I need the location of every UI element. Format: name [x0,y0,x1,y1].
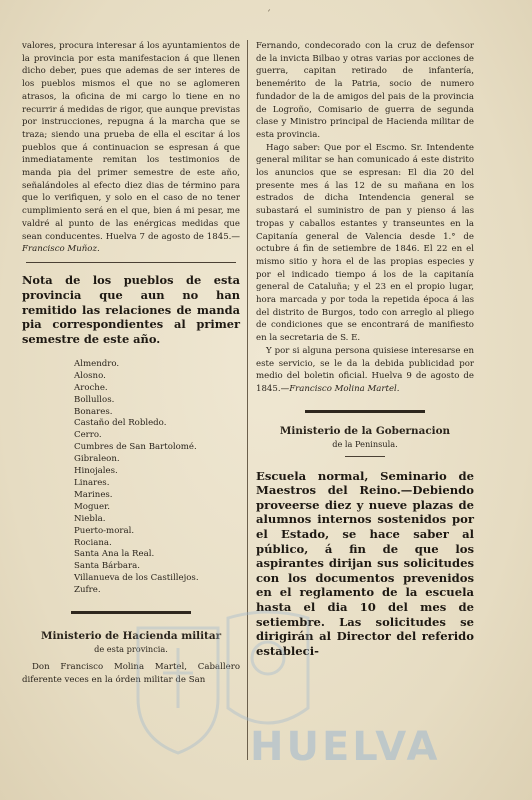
divider [26,262,236,263]
town-list-item: Villanueva de los Castillejos. [74,573,199,584]
notice-signature: —Francisco Molina Martel. [280,383,400,394]
intro-signature: —Francisco Muñoz. [22,231,240,255]
town-list-item: Alosno. [74,370,106,381]
left-column [22,40,240,686]
publicity-notice: Y por si alguna persona quisiese interesarse en este servicio, se le da la debida publicidad por medio del boletin oficial. Huelva 9 de agosto de 1845.—Francisco Molina Martel. [256,345,474,394]
section-title-gobernacion: Ministerio de la Gobernacion [279,424,451,437]
section-title-hacienda: Ministerio de Hacienda militar [40,630,222,643]
section-divider-2 [305,410,425,413]
supply-notice: Hago saber: Que por el Escmo. Sr. Intendente general militar se han comunicado á este distrito los anuncios que se espresan: El dia 20 del presente mes á las 12 de su mañana en los estrados de dicha Intendencia general se subastará el suministro de pan y pienso á las tropas y caballos estantes y transeuntes en la Capitanía general de Valencia desde 1.° de octubre á fin de setiembre de 1846. El 22 en el mismo sitio y hora el de las propias especies y por el indicado tiempo á los de la capitanía general de Cataluña; y el 23 en el propio lugar, hora marcada y por toda la repetida época á las del distrito de Burgos, todo con arreglo al pliego de condiciones que se encontrará de manifiesto en la secretaria de S. E. [256,142,474,344]
town-list-item: Puerto-moral. [74,525,135,536]
town-list-item: Aroche. [74,382,108,393]
town-list-item: Santa Ana la Real. [74,549,155,560]
town-list-item: Bollullos. [74,394,115,405]
town-list-item: Santa Bárbara. [74,561,140,572]
hacienda-continuation: Fernando, condecorado con la cruz de defensor de la invicta Bilbao y otras varias por acciones de guerra, capitan retirado de infantería, benemérito de la Patria, socio de numero fundador de la de amigos del pais de la provincia de Logroño, Comisario de guerra de segunda clase y Ministro principal de Hacienda militar de esta provincia. [256,41,474,140]
town-list-item: Niebla. [74,513,106,524]
town-list-item: Moguer. [74,501,110,512]
town-list-item: Almendro. [74,358,120,369]
town-list-item: Marines. [74,489,113,500]
town-list-item: Rociana. [74,537,112,548]
town-list-item: Bonares. [74,406,113,417]
page-mark: ˊ [266,10,271,21]
intro-paragraph: valores, procura interesar á los ayuntamientos de la provincia por esta manifestacion á que llenen dicho deber, pues que ademas de ser interes de los pueblos mismos el que no se aglomeren atrasos, la oficina de mi cargo lo tiene en no recurrir á medidas de rigor, que aunque previstas por instrucciones, repugna á la marcha que se traza; siendo una prueba de ella el escitar á los pueblos que á continuacion se espresan á que inmediatamente remitan los testimonios de manda pia del primer semestre de este año, señalándoles al efecto diez dias de término para que lo verifiquen, y solo en el caso de no tener cumplimiento será en el que, bien á mi pesar, me valdré al punto de las enérgicas medidas que sean conducentes. Huelva 7 de agosto de 1845.—Francisco Muñoz. [22,41,240,255]
town-list-item: Hinojales. [74,466,118,477]
town-list [74,359,240,597]
hacienda-intro: Don Francisco Molina Martel, Caballero diferente veces en la órden militar de San [22,662,240,685]
town-list-item: Cumbres de San Bartolomé. [74,442,197,453]
town-list-item: Zufre. [74,585,101,596]
watermark-text: HUELVA [250,724,441,770]
section-divider [71,611,191,614]
town-list-item: Castaño del Robledo. [74,418,167,429]
town-list-item: Linares. [74,478,110,488]
town-list-item: Cerro. [74,430,102,441]
section-subtitle-gobernacion: de la Peninsula. [332,438,398,449]
school-notice: Escuela normal, Seminario de Maestros del Reino.—Debiendo proveerse diez y nueve plazas de alumnos internos sostenidos por el Estado, se hace saber al público, á fin de que los aspirantes dirijan sus solicitudes con los documentos prevenidos en el reglamento de la escuela hasta el dia 10 del mes de setiembre. Las solicitudes se dirigirán al Director del referido estableci- [256,468,474,658]
right-column [256,40,474,658]
column-rule [247,40,248,760]
short-divider [345,456,385,457]
section-subtitle-hacienda: de esta provincia. [94,644,168,655]
town-list-item: Gibraleon. [74,454,120,465]
list-heading: Nota de los pueblos de esta provincia que aun no han remitido las relaciones de manda pia correspondientes al primer semestre de este año. [22,272,240,347]
